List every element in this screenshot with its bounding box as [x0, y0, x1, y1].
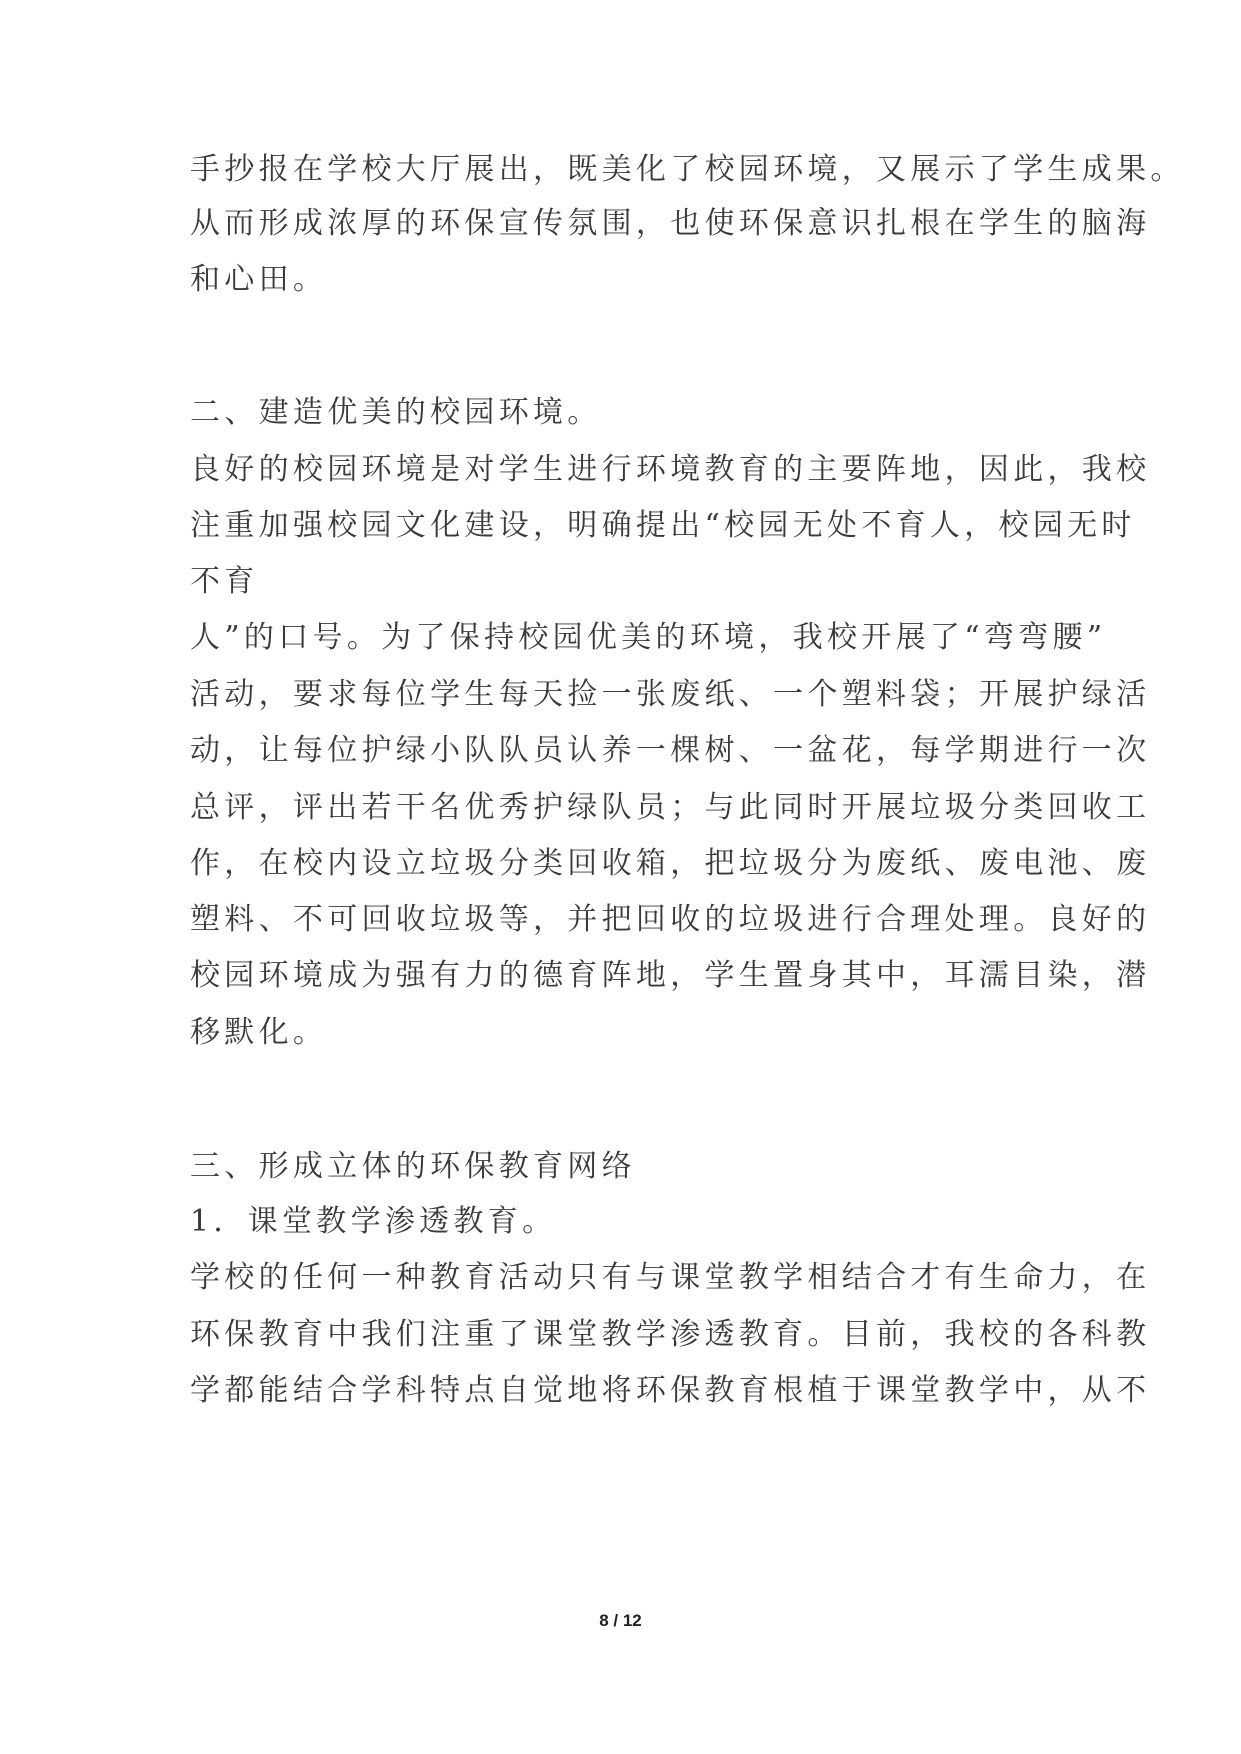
paragraph-line: 移默化。: [190, 1015, 328, 1050]
subsection-heading: 1．课堂教学渗透教育。: [190, 1204, 557, 1239]
paragraph-line: 校园环境成为强有力的德育阵地，学生置身其中，耳濡目染，潜: [190, 958, 1151, 993]
paragraph-line: 良好的校园环境是对学生进行环境教育的主要阵地，因此，我校: [190, 452, 1151, 487]
paragraph-line: 人”的口号。为了保持校园优美的环境，我校开展了“弯弯腰”: [190, 620, 1107, 655]
paragraph-line: 不育: [190, 564, 259, 599]
paragraph-line: 动，让每位护绿小队队员认养一棵树、一盆花，每学期进行一次: [190, 733, 1151, 768]
section-heading: 二、建造优美的校园环境。: [190, 395, 602, 430]
paragraph-line: 手抄报在学校大厅展出，既美化了校园环境，又展示了学生成果。: [190, 152, 1185, 187]
paragraph-line: 注重加强校园文化建设，明确提出“校园无处不育人，校园无时: [190, 508, 1136, 543]
paragraph-line: 和心田。: [190, 262, 328, 297]
paragraph-line: 塑料、不可回收垃圾等，并把回收的垃圾进行合理处理。良好的: [190, 902, 1151, 937]
paragraph-line: 学校的任何一种教育活动只有与课堂教学相结合才有生命力，在: [190, 1260, 1151, 1295]
section-heading: 三、形成立体的环保教育网络: [190, 1149, 636, 1184]
paragraph-line: 学都能结合学科特点自觉地将环保教育根植于课堂教学中，从不: [190, 1373, 1151, 1408]
paragraph-line: 作，在校内设立垃圾分类回收箱，把垃圾分为废纸、废电池、废: [190, 846, 1151, 881]
paragraph-line: 从而形成浓厚的环保宣传氛围，也使环保意识扎根在学生的脑海: [190, 206, 1151, 241]
paragraph-line: 环保教育中我们注重了课堂教学渗透教育。目前，我校的各科教: [190, 1317, 1151, 1352]
paragraph-line: 活动，要求每位学生每天捡一张废纸、一个塑料袋；开展护绿活: [190, 677, 1151, 712]
paragraph-line: 总评，评出若干名优秀护绿队员；与此同时开展垃圾分类回收工: [190, 790, 1151, 825]
page-number: 8 / 12: [599, 1611, 642, 1630]
